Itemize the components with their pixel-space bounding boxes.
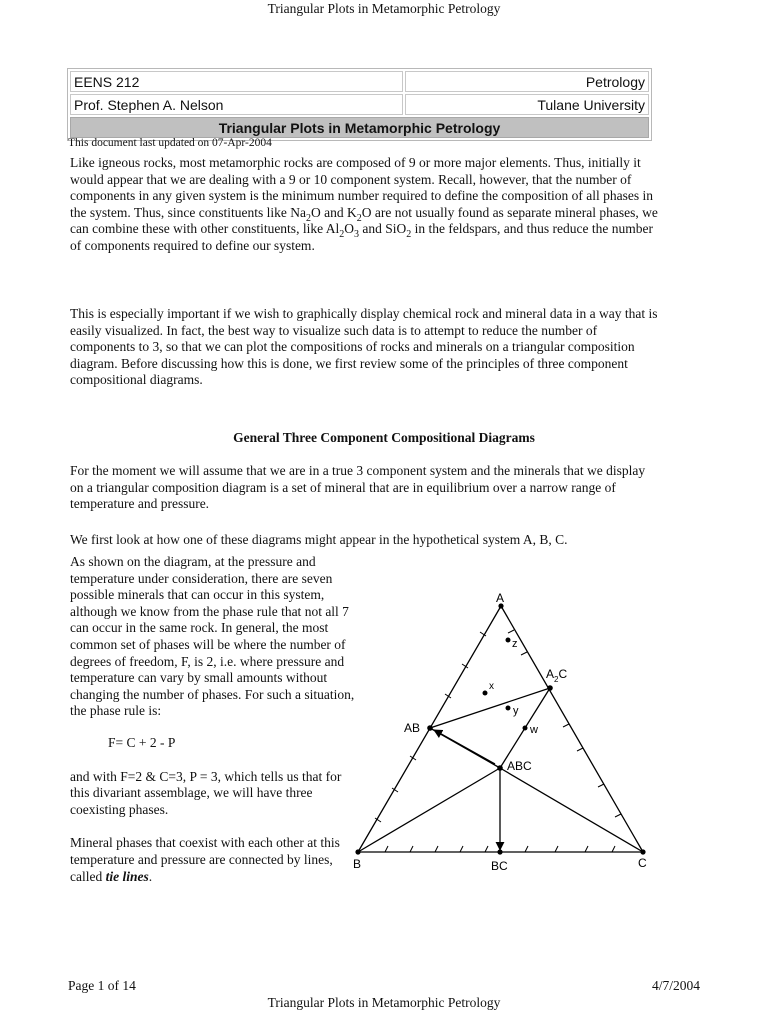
label-z: z [512, 638, 518, 650]
point-AB [427, 725, 433, 731]
section-heading: General Three Component Compositional Diagrams [233, 430, 535, 445]
section-paragraph-1: For the moment we will assume that we are in a true 3 component system and the minerals that we display on a triangular composition diagram is a set of mineral that are in equilibrium over a narrow range of temperature and pressure. [70, 463, 646, 512]
diagram-explanation [70, 554, 360, 885]
document-title: Triangular Plots in Metamorphic Petrology [70, 117, 649, 138]
label-BC: BC [491, 859, 508, 873]
section-paragraph-2: We first look at how one of these diagrams might appear in the hypothetical system A, B, C. [70, 532, 568, 547]
label-A2C [546, 667, 567, 684]
professor-name: Prof. Stephen A. Nelson [70, 94, 403, 115]
course-subject: Petrology [405, 71, 649, 92]
point-A2C [547, 685, 553, 691]
intro-p1-text-f: in the feldspars, and thus reduce the number of components required to define our system. [70, 221, 654, 253]
triangle-side-AC [501, 606, 643, 852]
vertex-C [640, 849, 645, 854]
intro-p1-text-d: O [344, 221, 354, 237]
university-name: Tulane University [405, 94, 649, 115]
tick-marks-AC [508, 630, 621, 817]
subscript: 3 [353, 229, 359, 241]
subscript: 2 [339, 229, 345, 241]
point-w [523, 726, 528, 731]
intro-p1-text-a: Like igneous rocks, most metamorphic rocks are composed of 9 or more major elements. Thus, initially it would appear that we are dealing with a 9 or 10 component system. Recall, however, that the number of components in any given system is the minimum number required to define the composition of all phases in the system. Thus, since constituents like Na [70, 155, 654, 220]
tie-line-AB-A2C [430, 688, 550, 728]
point-x [483, 691, 488, 696]
label-y: y [513, 705, 519, 717]
label-ABC: ABC [507, 759, 532, 773]
point-y [506, 706, 511, 711]
subscript: 2 [305, 212, 311, 224]
tie-line-C-ABC [500, 768, 643, 852]
course-code: EENS 212 [70, 71, 403, 92]
label-A2C-sub: 2 [554, 675, 559, 684]
phase-rule-formula: F= C + 2 - P [108, 734, 176, 750]
explanation-p3-end: . [148, 868, 153, 884]
point-z [506, 638, 511, 643]
label-C: C [638, 856, 647, 870]
subscript: 2 [356, 212, 362, 224]
label-x: x [489, 681, 494, 692]
running-footer: Triangular Plots in Metamorphic Petrology [267, 995, 501, 1010]
header-table [67, 68, 652, 141]
tie-lines-term: tie lines [105, 868, 149, 884]
point-BC [497, 849, 502, 854]
intro-paragraph-1 [70, 155, 660, 255]
label-A2C-b: C [558, 667, 568, 681]
label-A2C-a: A [546, 667, 555, 681]
explanation-paragraph-1: As shown on the diagram, at the pressure and temperature under consideration, there are seven possible minerals that can occur in this system, although we know from the phase rule that not all 7 can occur in the same rock. In general, the most common set of phases will be where the number of degrees of freedom, F, is 2, i.e. where pressure and temperature can vary by small amounts without changing the number of phases. For such a situation, the phase rule is: [70, 554, 355, 719]
explanation-p3-text: Mineral phases that coexist with each other at this temperature and pressure are connected by lines, called [70, 835, 340, 884]
label-B: B [353, 857, 362, 871]
explanation-paragraph-3 [70, 835, 360, 885]
tie-line-B-ABC [358, 768, 500, 852]
subscript: 2 [406, 229, 412, 241]
label-A: A [496, 591, 505, 605]
page-number: Page 1 of 14 [68, 978, 136, 993]
intro-paragraph-2: This is especially important if we wish to graphically display chemical rock and mineral data in a way that is easily visualized. In fact, the best way to visualize such data is to attempt to reduce the number of components to 3, so that we can plot the compositions of rocks and minerals on a triangular composition diagram. Before discussing how this is done, we first review some of the principles of three component compositional diagrams. [70, 306, 658, 388]
running-header: Triangular Plots in Metamorphic Petrology [267, 1, 501, 16]
footer-date: 4/7/2004 [651, 978, 700, 993]
ternary-diagram [345, 585, 655, 875]
explanation-paragraph-2: and with F=2 & C=3, P = 3, which tells us that for this divariant assemblage, we will have three coexisting phases. [70, 768, 342, 817]
intro-p1-text-e: and SiO [358, 221, 407, 237]
label-AB: AB [404, 721, 421, 735]
last-updated-note: This document last updated on 07-Apr-2004 [68, 137, 272, 149]
label-w: w [530, 724, 538, 736]
intro-p1-text-b: O and K [310, 204, 357, 220]
arrow-to-AB [434, 730, 495, 764]
vertex-B [355, 849, 360, 854]
tick-marks [375, 630, 621, 852]
point-ABC [497, 765, 503, 771]
intro-p1-text-c: O are not usually found as separate mineral phases, we can combine these with other constituents, like Al [70, 204, 658, 237]
